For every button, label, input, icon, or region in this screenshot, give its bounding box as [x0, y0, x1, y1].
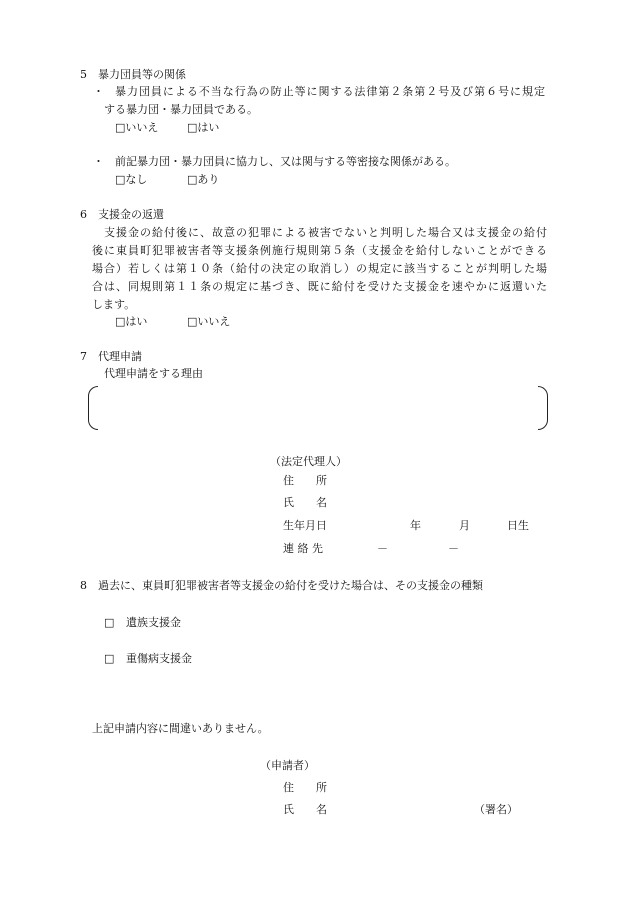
section6-heading: 6 支援金の返還 [80, 208, 164, 221]
birth-year-unit: 年 [410, 519, 421, 532]
checkbox-icon[interactable]: □ [104, 652, 115, 665]
checkbox-icon[interactable]: □ [104, 616, 115, 629]
section7-heading: 7 代理申請 [80, 350, 142, 363]
contact-separator: － [377, 542, 388, 555]
checkbox-nashi[interactable]: □なし [115, 173, 148, 186]
section8-heading: 8 過去に、東員町犯罪被害者等支援金の給付を受けた場合は、その支援金の種類 [80, 579, 483, 592]
section5-item1-line1: 暴力団員による不当な行為の防止等に関する法律第２条第２号及び第６号に規定 [115, 85, 545, 98]
checkbox-ari[interactable]: □あり [187, 173, 220, 186]
section6-paragraph-line: 支援金の給付後に、故意の犯罪による被害でないと判明した場合又は支援金の給付 [104, 226, 547, 239]
agent-contact-label: 連 絡 先 [283, 542, 323, 555]
proxy-reason-label: 代理申請をする理由 [104, 367, 203, 380]
agent-name-label: 氏 名 [283, 496, 327, 509]
section6-paragraph-line: 合は、同規則第１１条の規定に基づき、既に給付を受けた支援金を速やかに返還いた [92, 280, 547, 293]
option-jushobyo-label: 重傷病支援金 [126, 652, 192, 665]
agent-title: （法定代理人） [270, 455, 347, 468]
applicant-name-label: 氏 名 [283, 803, 327, 816]
agent-address-label: 住 所 [283, 474, 327, 487]
checkbox-iie[interactable]: □いいえ [187, 315, 231, 328]
bullet: ・ [93, 85, 104, 98]
signature-label: （署名） [474, 803, 518, 816]
proxy-reason-field[interactable] [104, 402, 534, 416]
section6-paragraph-line: します。 [92, 298, 136, 311]
bullet: ・ [93, 155, 104, 168]
applicant-title: （申請者） [260, 759, 315, 772]
checkbox-iie[interactable]: □いいえ [115, 121, 159, 134]
section5-item1-line2: する暴力団・暴力団員である。 [104, 103, 258, 116]
agent-birth-label: 生年月日 [283, 519, 327, 532]
section5-item2-line1: 前記暴力団・暴力団員に協力し、又は関与する等密接な関係がある。 [115, 155, 456, 168]
declaration-text: 上記申請内容に間違いありません。 [92, 722, 269, 735]
checkbox-hai[interactable]: □はい [115, 315, 148, 328]
section5-heading: 5 暴力団員等の関係 [80, 68, 186, 81]
section6-paragraph-line: 後に東員町犯罪被害者等支援条例施行規則第５条（支援金を給付しないことができる [92, 244, 547, 257]
section6-paragraph-line: 場合）若しくは第１０条（給付の決定の取消し）の規定に該当することが判明した場 [92, 262, 547, 275]
left-bracket [88, 386, 98, 430]
contact-separator: － [448, 542, 459, 555]
applicant-address-label: 住 所 [283, 781, 327, 794]
checkbox-hai[interactable]: □はい [187, 121, 220, 134]
right-bracket [538, 386, 548, 430]
birth-month-unit: 月 [459, 519, 470, 532]
option-izoku-label: 遺族支援金 [126, 616, 181, 629]
birth-day-unit: 日生 [507, 519, 529, 532]
